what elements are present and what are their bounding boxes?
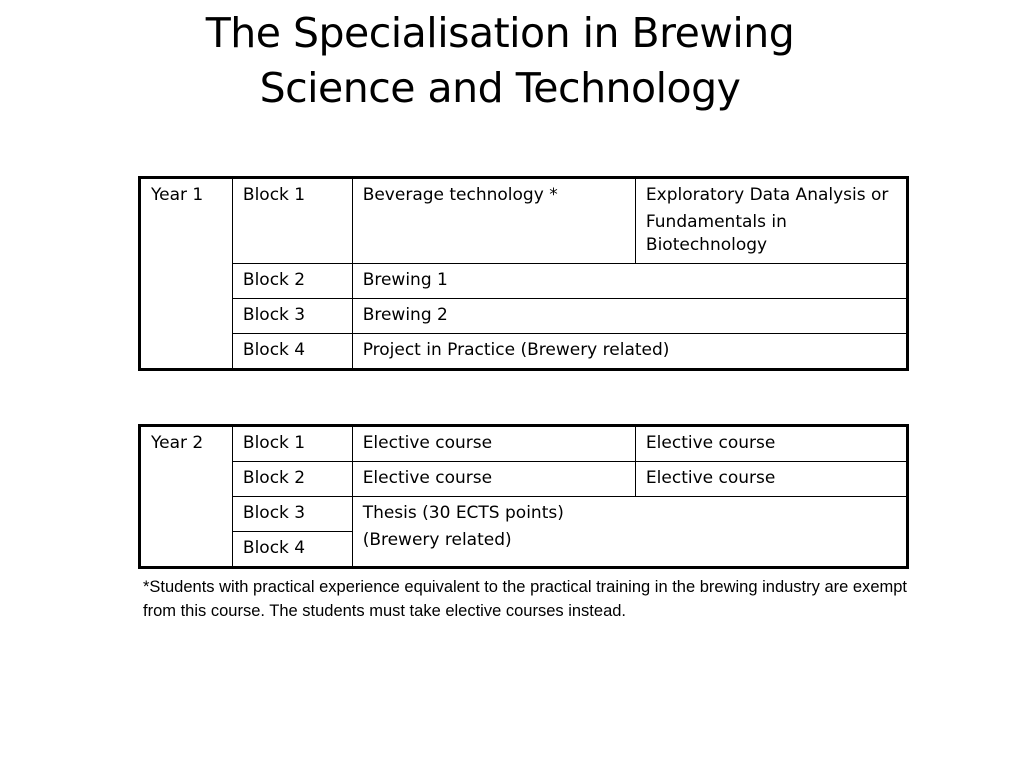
table-row xyxy=(140,426,908,462)
title-line-2: Science and Technology xyxy=(259,64,741,112)
table-row xyxy=(140,497,908,532)
course-cell: Brewing 2 xyxy=(352,299,907,334)
block-cell: Block 3 xyxy=(232,299,352,334)
year-cell: Year 2 xyxy=(140,426,233,568)
course-cell: Project in Practice (Brewery related) xyxy=(352,334,907,370)
slide-title xyxy=(100,6,900,116)
block-cell: Block 2 xyxy=(232,264,352,299)
block-cell: Block 4 xyxy=(232,334,352,370)
thesis-line: (Brewery related) xyxy=(362,530,512,550)
course-cell: Elective course xyxy=(352,462,635,497)
block-cell: Block 4 xyxy=(232,532,352,568)
block-cell: Block 1 xyxy=(232,178,352,264)
block-cell: Block 3 xyxy=(232,497,352,532)
year-cell: Year 1 xyxy=(140,178,233,370)
table-row xyxy=(140,299,908,334)
option-cell: Elective course xyxy=(635,462,907,497)
block-cell: Block 1 xyxy=(232,426,352,462)
option-line: Fundamentals in Biotechnology xyxy=(645,212,787,255)
year-1-schedule-table xyxy=(138,176,909,371)
table-row xyxy=(140,264,908,299)
option-cell xyxy=(635,178,907,264)
option-line: Exploratory Data Analysis or xyxy=(645,185,889,205)
block-cell: Block 2 xyxy=(232,462,352,497)
title-line-1: The Specialisation in Brewing xyxy=(205,9,795,57)
thesis-cell xyxy=(352,497,907,568)
course-cell: Brewing 1 xyxy=(352,264,907,299)
table-row xyxy=(140,462,908,497)
course-cell: Beverage technology * xyxy=(352,178,635,264)
course-cell: Elective course xyxy=(352,426,635,462)
table-row xyxy=(140,334,908,370)
year-2-schedule-table xyxy=(138,424,909,569)
table-row xyxy=(140,178,908,264)
option-cell: Elective course xyxy=(635,426,907,462)
footnote: *Students with practical experience equivalent to the practical training in the brewing industry are exempt from this course. The students must take elective courses instead. xyxy=(143,578,908,620)
thesis-line: Thesis (30 ECTS points) xyxy=(362,503,564,523)
